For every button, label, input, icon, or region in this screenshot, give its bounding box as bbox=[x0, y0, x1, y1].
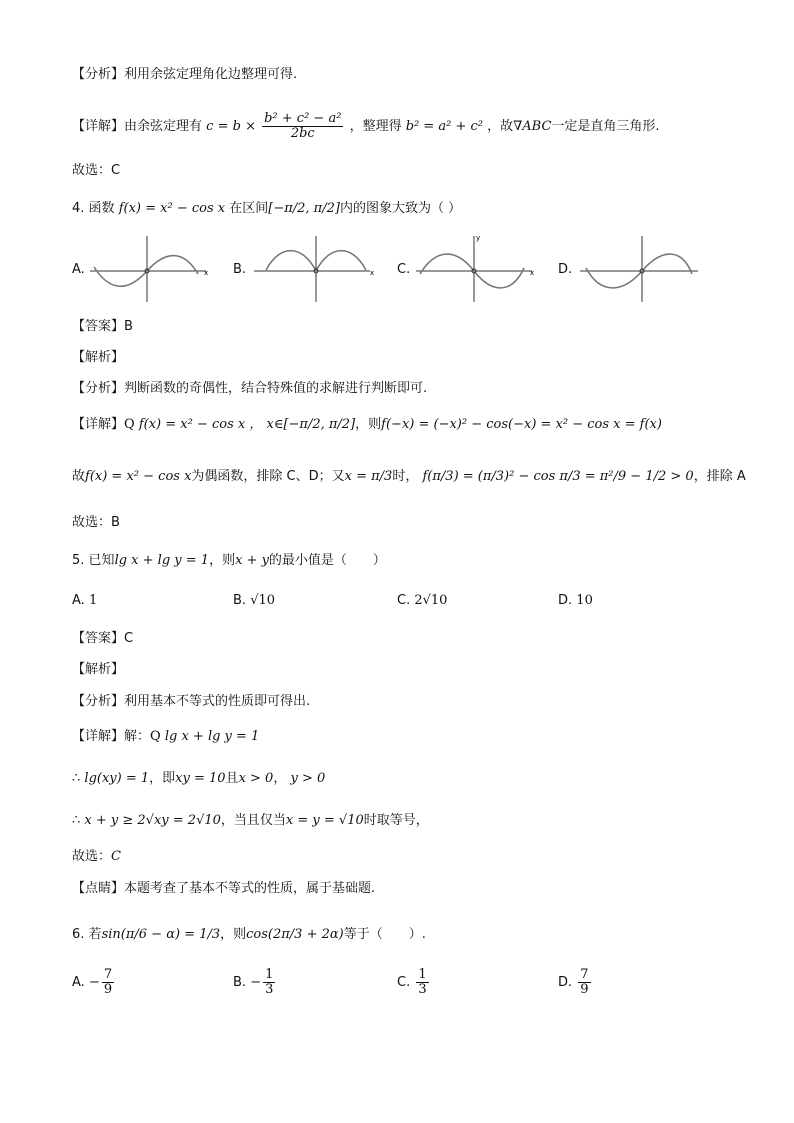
connector: 且 bbox=[225, 771, 239, 786]
q3-choose: 故选：C bbox=[72, 163, 121, 178]
special-value: f(π/3) = (π/3)² − cos π/3 = π²/9 − 1/2 > 0 bbox=[422, 469, 694, 484]
answer-tag: 【答案】 bbox=[72, 319, 125, 334]
stem-pre: 函数 bbox=[88, 201, 115, 216]
comment-text: 本题考查了基本不等式的性质，属于基础题. bbox=[124, 881, 376, 896]
detail-pre: 由余弦定理有 bbox=[124, 119, 203, 134]
denominator: 9 bbox=[580, 982, 589, 997]
option-label: A. bbox=[72, 593, 85, 608]
analysis-text: 利用基本不等式的性质即可得出. bbox=[124, 694, 311, 709]
q4-option-a-label[interactable]: A. bbox=[72, 262, 85, 277]
q6-option-b[interactable] bbox=[233, 968, 277, 997]
stem-mid: ，则 bbox=[220, 927, 247, 942]
numerator: 7 bbox=[580, 967, 589, 982]
cosine-fraction bbox=[262, 112, 343, 141]
stem-mid: 在区间 bbox=[229, 201, 269, 216]
answer-tag: 【答案】 bbox=[72, 631, 125, 646]
option-label: B. bbox=[233, 975, 247, 990]
option-value: 1 bbox=[88, 593, 98, 608]
option-value: √10 bbox=[250, 593, 276, 608]
q4-graph-a[interactable] bbox=[88, 230, 212, 304]
choose-value: C bbox=[111, 849, 121, 864]
formula-result: b² = a² + c² bbox=[405, 119, 484, 134]
inequality: x + y ≥ 2√xy = 2√10 bbox=[84, 813, 221, 828]
x-axis-glyph: x bbox=[530, 269, 535, 277]
cosine-formula-left: c = b × bbox=[206, 119, 256, 134]
detail-tag: 【详解】 bbox=[72, 417, 125, 432]
connector: 时， bbox=[392, 469, 419, 484]
function-expr: f(x) = x² − cos x bbox=[85, 469, 192, 484]
numerator: 7 bbox=[103, 967, 113, 982]
option-fraction bbox=[416, 968, 428, 997]
detail-post: ，故 bbox=[487, 119, 514, 134]
function-expr: f(x) = x² − cos x bbox=[118, 201, 226, 216]
option-value: 2√10 bbox=[414, 593, 448, 608]
option-fraction bbox=[102, 968, 114, 997]
option-value: 10 bbox=[576, 593, 593, 608]
choose-pre: 故选： bbox=[72, 849, 112, 864]
option-fraction bbox=[578, 968, 590, 997]
q3-detail bbox=[72, 112, 660, 141]
option-label: A. bbox=[72, 975, 85, 990]
special-x: x = π/3 bbox=[344, 469, 393, 484]
option-sign: − bbox=[250, 975, 262, 990]
denominator: 3 bbox=[418, 982, 427, 997]
condition: lg x + lg y = 1 bbox=[164, 729, 260, 744]
q5-option-d[interactable] bbox=[558, 593, 593, 608]
condition: lg x + lg y = 1 bbox=[114, 553, 210, 568]
q6-option-c[interactable] bbox=[397, 968, 431, 997]
q4-analysis bbox=[72, 380, 427, 398]
q6-option-d[interactable] bbox=[558, 968, 593, 997]
option-fraction bbox=[263, 968, 275, 997]
q4-explain-tag: 【解析】 bbox=[72, 350, 125, 365]
y-axis-glyph: y bbox=[476, 234, 481, 242]
fraction-denominator: 2bc bbox=[290, 126, 315, 141]
because-glyph: Q bbox=[124, 417, 135, 432]
because-glyph: Q bbox=[150, 729, 161, 744]
q5-step1 bbox=[72, 770, 325, 788]
detail-pre: 解： bbox=[124, 729, 151, 744]
answer-value: B bbox=[124, 319, 133, 334]
triangle-name: ∇ABC bbox=[513, 119, 552, 134]
target-expr: cos(2π/3 + 2α) bbox=[246, 927, 344, 942]
stem-mid: ，则 bbox=[209, 553, 236, 568]
detail-mid: ，整理得 bbox=[349, 119, 402, 134]
analysis-tag: 【分析】 bbox=[72, 381, 125, 396]
exclude-a: ，排除 A bbox=[693, 469, 746, 484]
q5-choose bbox=[72, 848, 121, 866]
q4-detail-line2 bbox=[72, 468, 746, 486]
question-number: 6. bbox=[72, 927, 85, 942]
option-label: C. bbox=[397, 593, 411, 608]
analysis-tag: 【分析】 bbox=[72, 67, 125, 82]
step1-y-positive: y > 0 bbox=[290, 771, 326, 786]
question-number: 5. bbox=[72, 553, 85, 568]
stem-pre: 已知 bbox=[88, 553, 115, 568]
q5-step2 bbox=[72, 812, 429, 830]
q4-detail-line1 bbox=[72, 416, 662, 434]
conclusion: 一定是直角三角形. bbox=[551, 119, 660, 134]
q5-stem bbox=[72, 552, 386, 570]
connector: ，即 bbox=[149, 771, 176, 786]
x-axis-glyph: x bbox=[204, 269, 209, 277]
analysis-text: 判断函数的奇偶性，结合特殊值的求解进行判断即可. bbox=[124, 381, 428, 396]
domain-interval: x∈[−π/2, π/2] bbox=[266, 417, 356, 432]
detail-tag: 【详解】 bbox=[72, 729, 125, 744]
connector: ，则 bbox=[355, 417, 382, 432]
option-label: B. bbox=[233, 593, 247, 608]
denominator: 9 bbox=[103, 982, 113, 997]
expression: x + y bbox=[235, 553, 269, 568]
connector: ，当且仅当 bbox=[220, 813, 286, 828]
q4-option-c-label[interactable]: C. bbox=[397, 262, 411, 277]
q4-graph-b[interactable] bbox=[252, 230, 376, 304]
even-conclusion: 为偶函数，排除 C、D；又 bbox=[191, 469, 345, 484]
q6-stem bbox=[72, 926, 426, 944]
stem-pre: 若 bbox=[88, 927, 102, 942]
q4-graph-d[interactable] bbox=[578, 230, 702, 304]
denominator: 3 bbox=[265, 982, 274, 997]
fraction-numerator: b² + c² − a² bbox=[264, 111, 342, 126]
option-label: C. bbox=[397, 975, 411, 990]
q5-option-b[interactable] bbox=[233, 593, 275, 608]
q6-option-a[interactable] bbox=[72, 968, 116, 997]
analysis-text: 利用余弦定理角化边整理可得. bbox=[124, 67, 298, 82]
analysis-tag: 【分析】 bbox=[72, 694, 125, 709]
step1-product: xy = 10 bbox=[175, 771, 226, 786]
step1-log: lg(xy) = 1 bbox=[84, 771, 150, 786]
q4-graph-c[interactable] bbox=[414, 230, 538, 304]
q5-option-c[interactable] bbox=[397, 593, 447, 608]
equality-condition: x = y = √10 bbox=[285, 813, 364, 828]
therefore-glyph: ∴ bbox=[72, 813, 81, 828]
x-axis-glyph: x bbox=[370, 269, 375, 277]
option-sign: − bbox=[88, 975, 100, 990]
detail-tag: 【详解】 bbox=[72, 119, 125, 134]
interval: [−π/2, π/2] bbox=[268, 201, 340, 216]
even-check: f(−x) = (−x)² − cos(−x) = x² − cos x = f(x) bbox=[381, 417, 662, 432]
q5-option-a[interactable] bbox=[72, 593, 97, 608]
numerator: 1 bbox=[265, 967, 274, 982]
stem-post: 内的图象大致为（ ） bbox=[339, 201, 462, 216]
q5-answer bbox=[72, 630, 133, 648]
connector: ， bbox=[273, 771, 287, 786]
numerator: 1 bbox=[418, 967, 427, 982]
q4-option-b-label[interactable]: B. bbox=[233, 262, 247, 277]
stem-post: 的最小值是（ ） bbox=[268, 553, 386, 568]
q3-analysis bbox=[72, 66, 297, 84]
condition: sin(π/6 − α) = 1/3 bbox=[101, 927, 221, 942]
q4-stem bbox=[72, 200, 461, 218]
answer-value: C bbox=[124, 631, 134, 646]
function-expr: f(x) = x² − cos x ， bbox=[138, 417, 263, 432]
option-label: D. bbox=[558, 593, 573, 608]
q5-explain-tag: 【解析】 bbox=[72, 662, 125, 677]
therefore-glyph: ∴ bbox=[72, 771, 81, 786]
connector: 时取等号， bbox=[363, 813, 429, 828]
q4-choose: 故选：B bbox=[72, 515, 120, 530]
q5-comment bbox=[72, 880, 375, 898]
q4-option-d-label[interactable]: D. bbox=[558, 262, 573, 277]
q4-answer bbox=[72, 318, 133, 336]
comment-tag: 【点睛】 bbox=[72, 881, 125, 896]
q5-detail bbox=[72, 728, 259, 746]
q5-analysis bbox=[72, 693, 310, 711]
option-label: D. bbox=[558, 975, 573, 990]
connector: 故 bbox=[72, 469, 86, 484]
stem-post: 等于（ ）. bbox=[343, 927, 426, 942]
question-number: 4. bbox=[72, 201, 85, 216]
step1-x-positive: x > 0 bbox=[238, 771, 274, 786]
